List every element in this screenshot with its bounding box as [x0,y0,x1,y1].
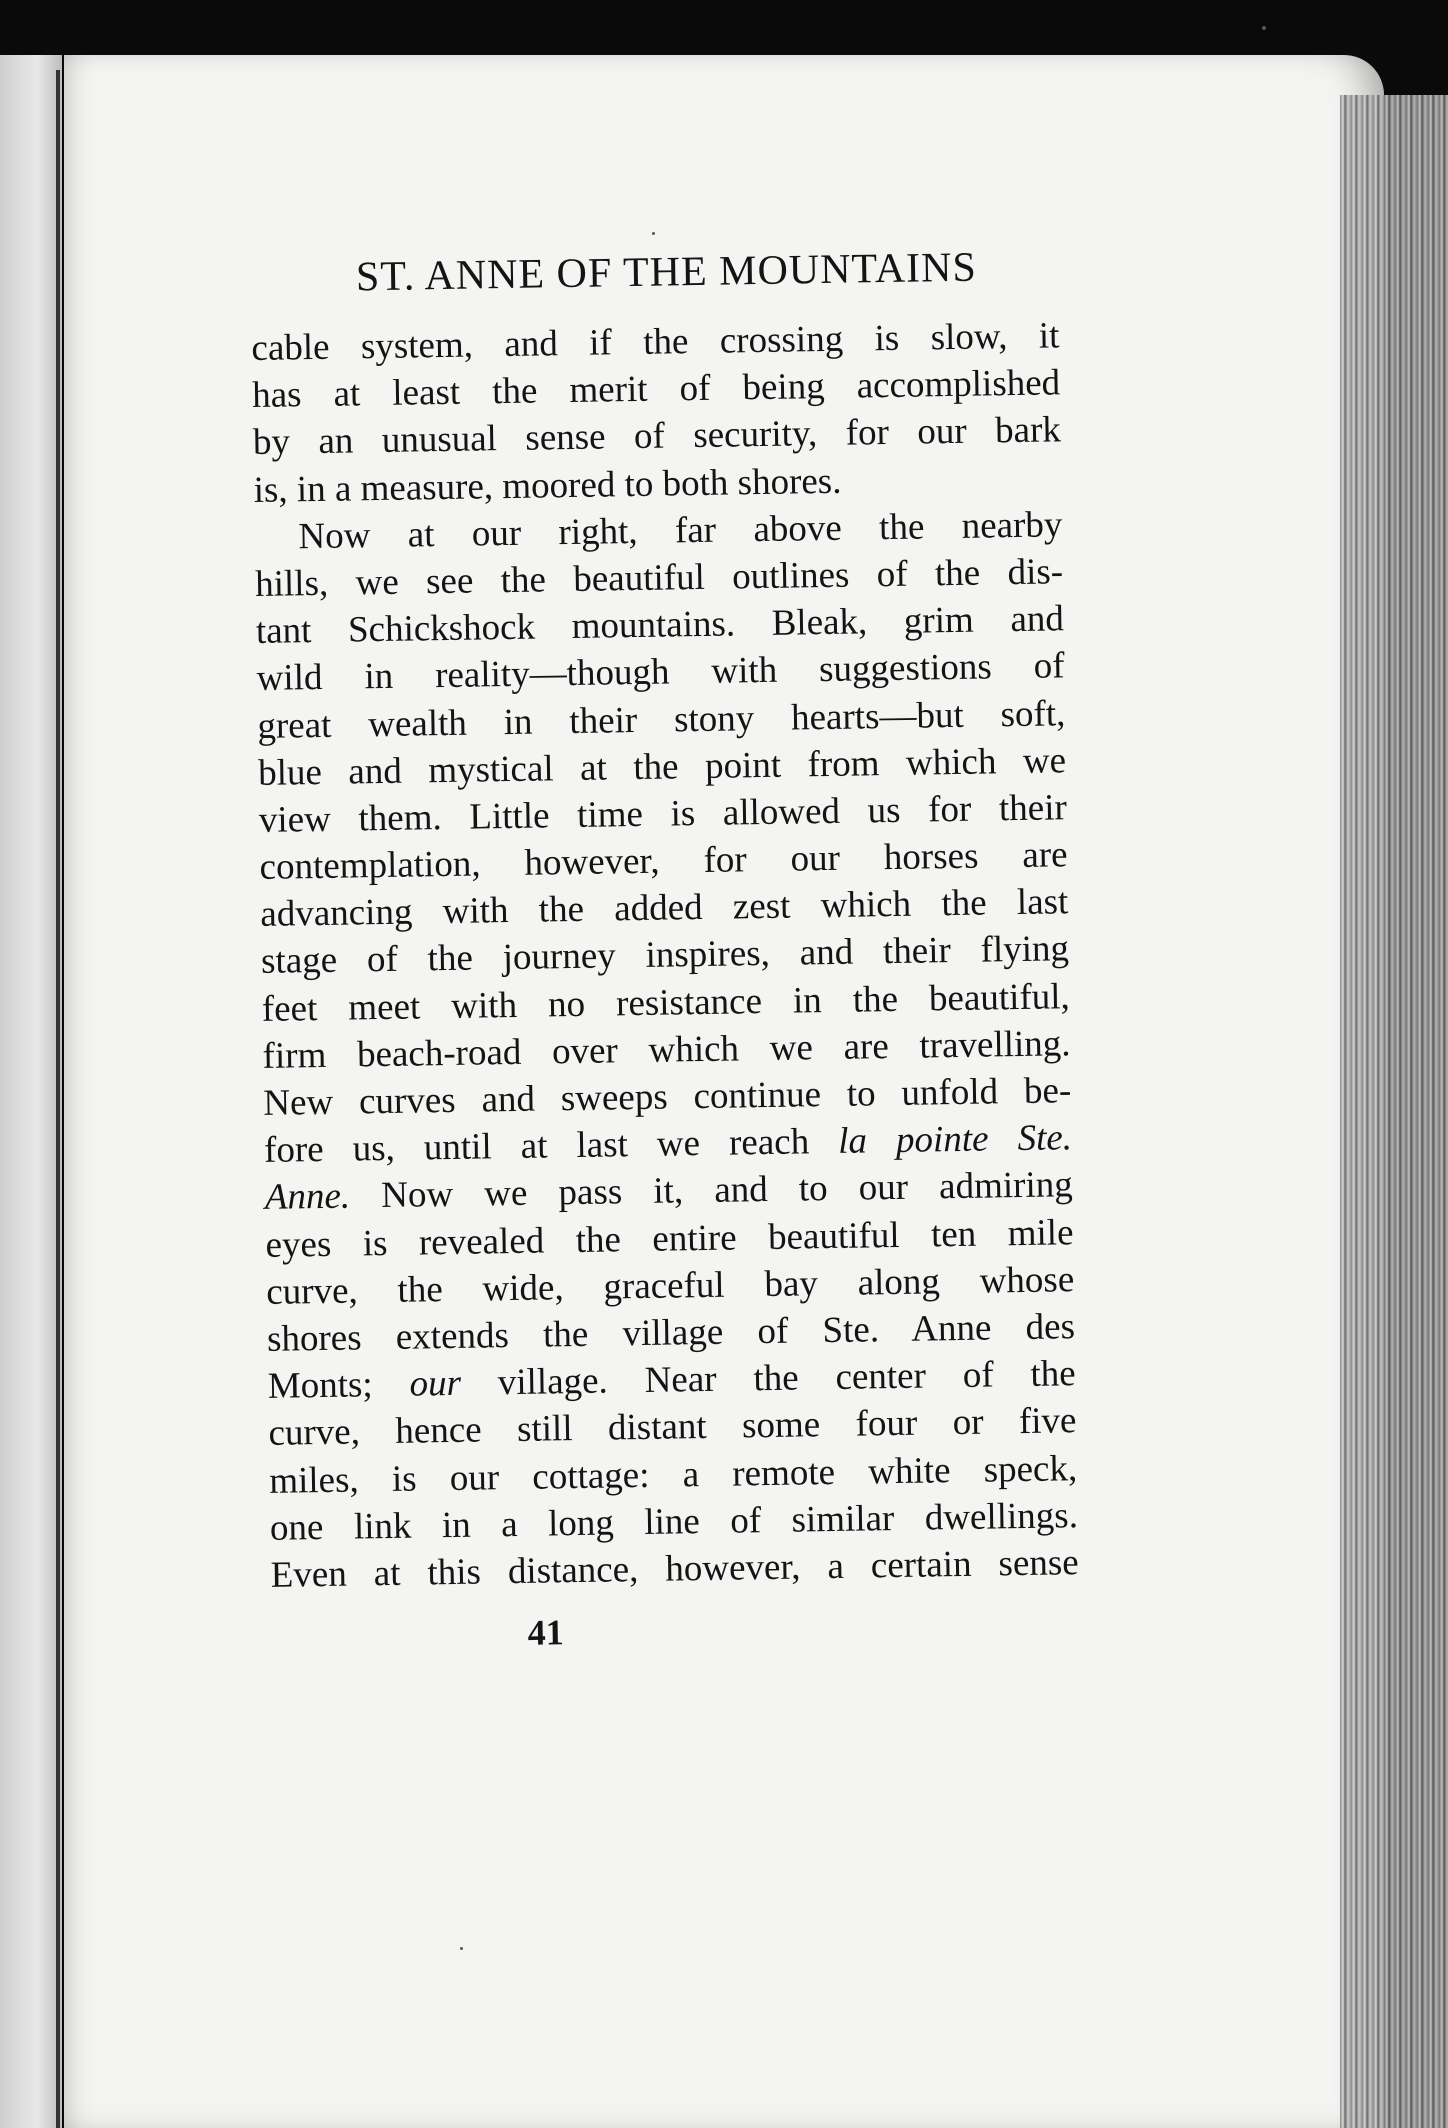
text-line: tant Schickshock mountains. Bleak, grim and [255,598,1065,653]
page-block-edges [1340,95,1448,2128]
text-segment: Now we pass it, and to our admiring [380,1164,1074,1217]
text-line: great wealth in their stony hearts—but soft, [257,692,1066,747]
text-line: shores extends the village of Ste. Anne des [266,1306,1076,1360]
previous-page-edge [0,55,62,2128]
dust-speck [460,1947,463,1950]
text-line: by an unusual sense of security, for our bark [252,409,1062,464]
text-line: blue and mystical at the point from which we [257,739,1067,794]
text-line: advancing with the added zest which the last [260,881,1069,936]
text-line: miles, is our cottage: a remote white speck, [268,1447,1078,1502]
text-line: wild in reality—though with suggestions of [256,645,1065,700]
text-line: Even at this distance, however, a certain sense [270,1542,1079,1596]
text-line: curve, hence still distant some four or five [268,1400,1077,1455]
dust-speck [1262,26,1266,30]
text-line: eyes is revealed the entire beautiful ten mile [265,1211,1074,1266]
text-line: contemplation, however, for our horses are [259,834,1068,888]
text-line: cable system, and if the crossing is slow, it [251,315,1060,369]
text-segment: village. Near the center of the [497,1353,1077,1404]
page-text [250,242,1080,1657]
text-line: one link in a long line of similar dwellings. [269,1494,1079,1549]
text-segment: fore us, until at last we reach [263,1121,810,1172]
text-segment: Monts; [267,1364,373,1407]
italic-phrase: Anne. [264,1175,351,1219]
page-number: 41 [527,1612,564,1653]
text-line: view them. Little time is allowed us for their [258,787,1068,841]
text-line: curve, the wide, graceful bay along whose [265,1258,1075,1313]
text-line: feet meet with no resistance in the beautiful, [261,975,1071,1030]
text-line: New curves and sweeps continue to unfold be- [263,1070,1072,1124]
dust-speck [652,232,655,235]
text-line: hills, we see the beautiful outlines of the dis- [254,551,1064,605]
italic-phrase: our [409,1362,462,1405]
italic-phrase: la pointe Ste. [837,1117,1073,1163]
text-line: has at least the merit of being accomplished [251,362,1061,417]
text-line: stage of the journey inspires, and their flying [260,928,1070,983]
text-line: firm beach-road over which we are travelling. [262,1023,1071,1077]
text-line: Now at our right, far above the nearby [298,504,1063,558]
gutter-shadow [56,70,60,2128]
running-head: ST. ANNE OF THE MOUNTAINS [355,244,978,301]
text-line: is, in a measure, moored to both shores. [253,460,842,511]
